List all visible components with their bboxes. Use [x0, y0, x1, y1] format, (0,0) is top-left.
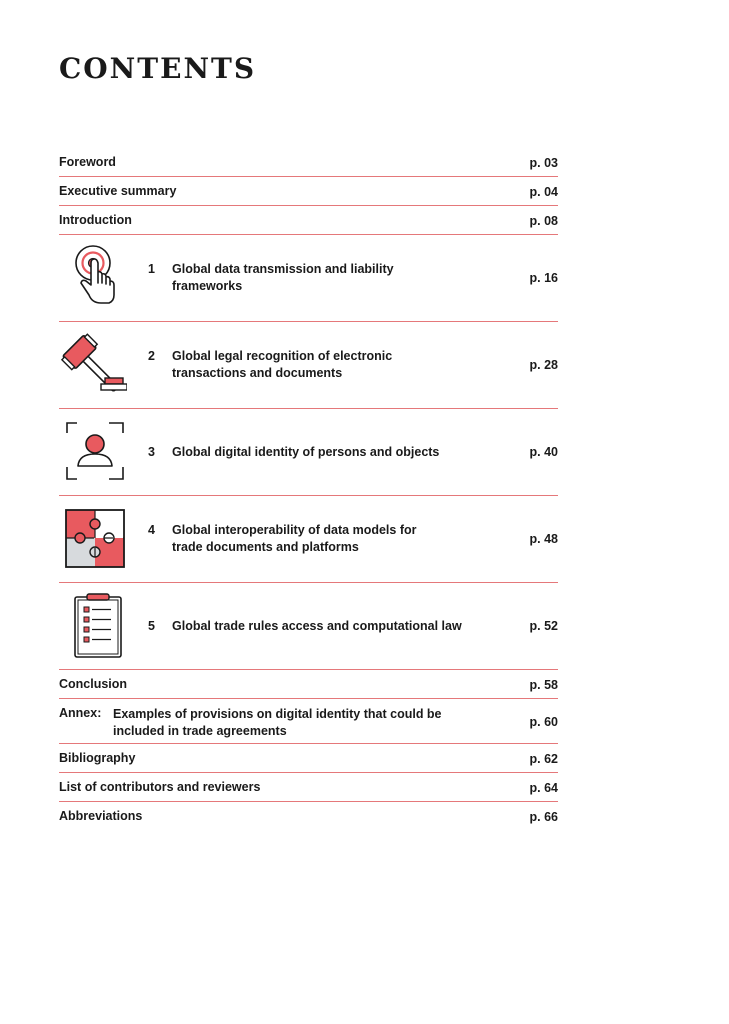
toc-entry-page: p. 16	[529, 271, 558, 285]
toc-entry-page: p. 58	[529, 678, 558, 692]
toc-entry-contributors[interactable]	[59, 773, 558, 802]
user-scan-icon	[59, 417, 127, 485]
annex-label: Annex:	[59, 706, 102, 720]
toc-entry-page: p. 04	[529, 185, 558, 199]
chapter-title	[172, 522, 472, 556]
toc-entry-annex[interactable]	[59, 699, 558, 744]
page-title: CONTENTS	[59, 52, 257, 85]
annex-title-line: Examples of provisions on digital identity that could be	[113, 707, 442, 721]
chapter-title-line: trade documents and platforms	[172, 540, 359, 554]
toc-entry-label: Executive summary	[59, 184, 177, 198]
toc-entry-label: Conclusion	[59, 677, 128, 691]
toc-entry-chapter-5[interactable]	[59, 583, 558, 670]
touch-target-icon	[59, 243, 127, 311]
clipboard-checklist-icon	[59, 591, 127, 659]
chapter-number: 1	[148, 262, 155, 276]
toc-entry-chapter-2[interactable]	[59, 322, 558, 409]
toc-entry-abbreviations[interactable]	[59, 802, 558, 830]
toc-entry-label: List of contributors and reviewers	[59, 780, 261, 794]
puzzle-icon	[59, 504, 127, 572]
chapter-number: 4	[148, 523, 155, 537]
toc-entry-chapter-3[interactable]	[59, 409, 558, 496]
toc-entry-page: p. 62	[529, 752, 558, 766]
toc-entry-page: p. 52	[529, 619, 558, 633]
chapter-title-line: Global legal recognition of electronic	[172, 349, 393, 363]
chapter-title	[172, 618, 502, 635]
toc-entry-label: Introduction	[59, 213, 132, 227]
toc-entry-conclusion[interactable]	[59, 670, 558, 699]
toc-entry-page: p. 03	[529, 156, 558, 170]
annex-title-line: included in trade agreements	[113, 724, 287, 738]
gavel-icon	[59, 330, 127, 398]
toc-entry-page: p. 66	[529, 810, 558, 824]
chapter-title-line: Global data transmission and liability	[172, 262, 394, 276]
toc-entry-label: Bibliography	[59, 751, 136, 765]
chapter-number: 2	[148, 349, 155, 363]
chapter-title-line: Global interoperability of data models for	[172, 523, 417, 537]
toc-entry-chapter-1[interactable]	[59, 235, 558, 322]
toc-entry-label: Abbreviations	[59, 809, 143, 823]
toc-entry-introduction[interactable]	[59, 206, 558, 235]
toc-entry-page: p. 40	[529, 445, 558, 459]
chapter-title-line: Global trade rules access and computational law	[172, 619, 462, 633]
toc-entry-bibliography[interactable]	[59, 744, 558, 773]
table-of-contents	[59, 148, 558, 830]
chapter-title	[172, 348, 472, 382]
toc-entry-page: p. 28	[529, 358, 558, 372]
annex-title	[113, 706, 473, 740]
toc-entry-chapter-4[interactable]	[59, 496, 558, 583]
chapter-title-line: transactions and documents	[172, 366, 343, 380]
chapter-title	[172, 444, 502, 461]
toc-entry-page: p. 60	[529, 715, 558, 729]
chapter-number: 3	[148, 445, 155, 459]
chapter-title-line: frameworks	[172, 279, 243, 293]
chapter-title	[172, 261, 472, 295]
chapter-title-line: Global digital identity of persons and objects	[172, 445, 440, 459]
toc-entry-page: p. 08	[529, 214, 558, 228]
toc-entry-label: Foreword	[59, 155, 116, 169]
chapter-number: 5	[148, 619, 155, 633]
toc-entry-executive-summary[interactable]	[59, 177, 558, 206]
toc-entry-foreword[interactable]	[59, 148, 558, 177]
toc-entry-page: p. 64	[529, 781, 558, 795]
toc-entry-page: p. 48	[529, 532, 558, 546]
